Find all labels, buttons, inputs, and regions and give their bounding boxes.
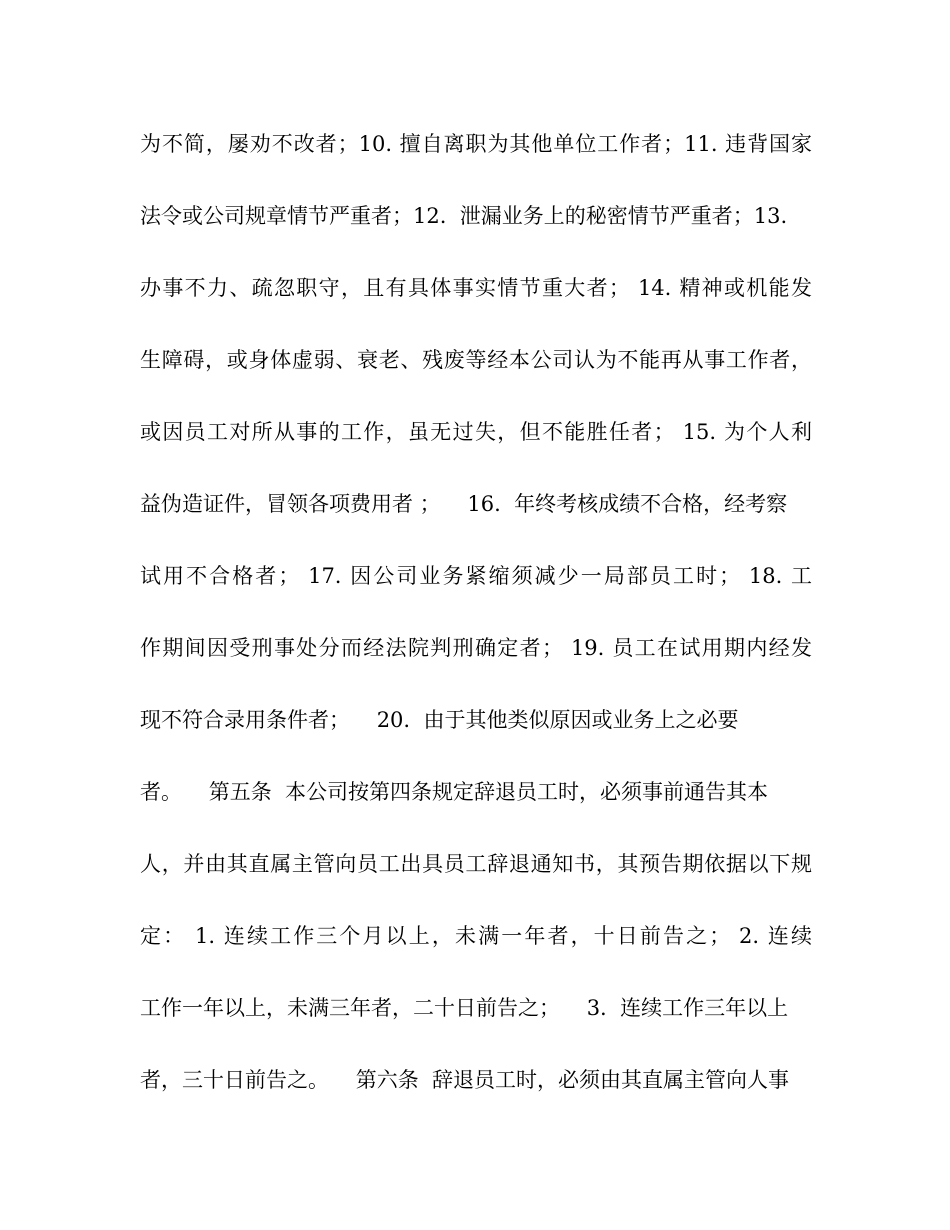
text-line: 益伪造证件，冒领各项费用者 ； 16. 年终考核成绩不合格，经考察 [140, 492, 788, 516]
text-line: 生障碍，或身体虚弱、衰老、残废等经本公司认为不能再从事工作者， [140, 348, 812, 372]
text-line: 现不符合录用条件者； 20. 由于其他类似原因或业务上之必要 [140, 708, 739, 732]
text-line: 定： 1. 连续工作三个月以上，未满一年者，十日前告之； 2. 连续 [140, 924, 812, 948]
text-line: 工作一年以上，未满三年者，二十日前告之； 3. 连续工作三年以上 [140, 996, 789, 1020]
text-line: 试用不合格者； 17. 因公司业务紧缩须减少一局部员工时； 18. 工 [140, 564, 812, 588]
text-line: 者，三十日前告之。 第六条 辞退员工时，必须由其直属主管向人事 [140, 1068, 790, 1092]
text-line: 人，并由其直属主管向员工出具员工辞退通知书，其预告期依据以下规 [140, 852, 812, 876]
text-line: 法令或公司规章情节严重者；12. 泄漏业务上的秘密情节严重者；13. [140, 204, 788, 228]
text-line: 办事不力、疏忽职守，且有具体事实情节重大者； 14. 精神或机能发 [140, 276, 812, 300]
text-line: 或因员工对所从事的工作，虽无过失，但不能胜任者； 15. 为个人利 [140, 420, 812, 444]
text-line: 作期间因受刑事处分而经法院判刑确定者； 19. 员工在试用期内经发 [140, 636, 812, 660]
text-line: 者。 第五条 本公司按第四条规定辞退员工时，必须事前通告其本 [140, 780, 769, 804]
text-line: 为不简，屡劝不改者；10. 擅自离职为其他单位工作者；11. 违背国家 [140, 132, 812, 156]
